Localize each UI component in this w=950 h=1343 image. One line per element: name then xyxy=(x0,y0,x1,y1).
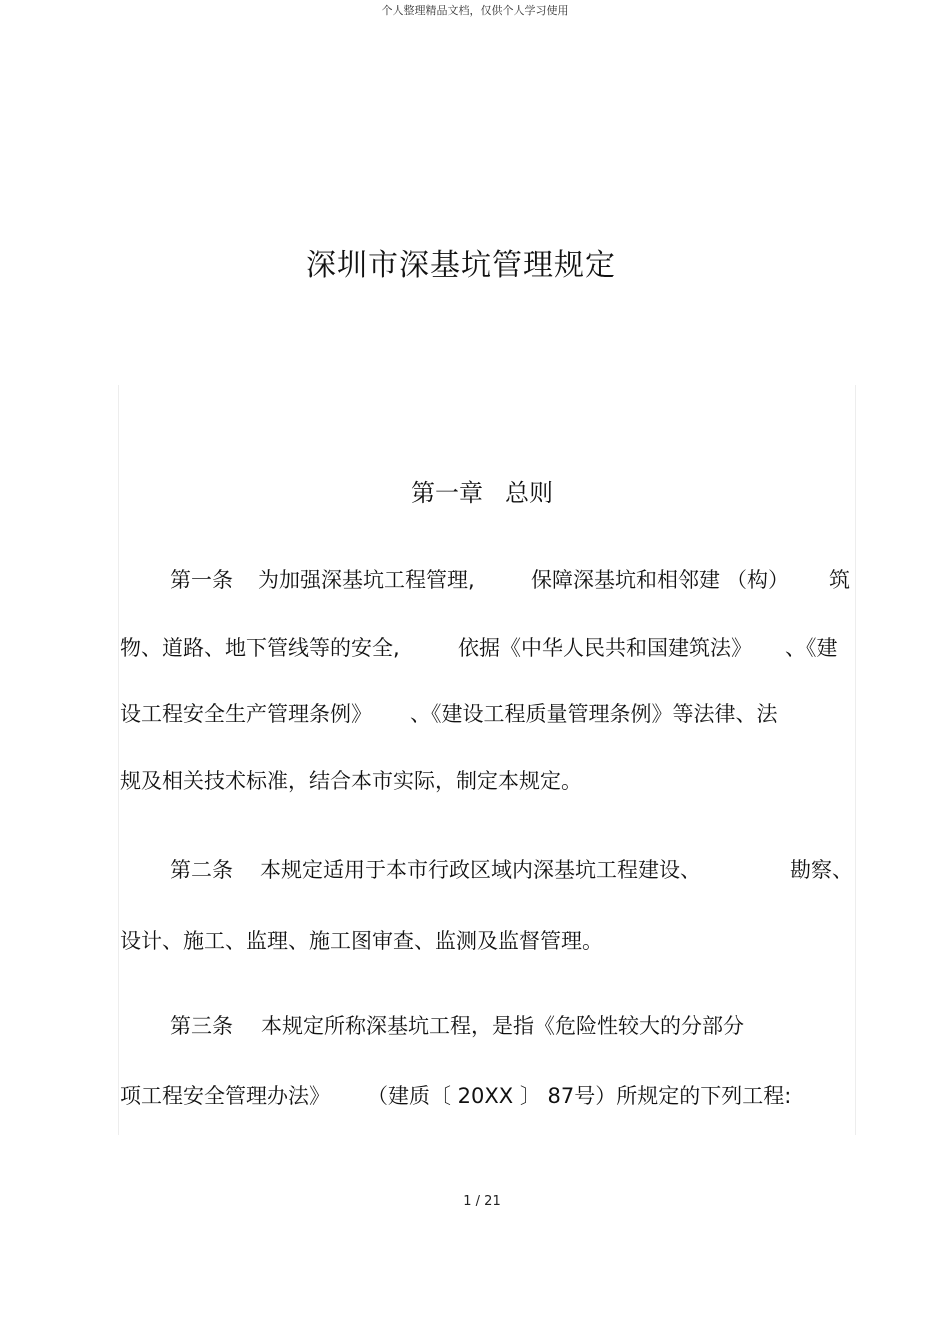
text-segment: 本规定适用于本市行政区域内深基坑工程建设、 xyxy=(260,858,701,882)
page-number: 1 / 21 xyxy=(463,1194,501,1209)
chapter-heading xyxy=(0,473,950,508)
text-segment: 设计、施工、监理、施工图审查、监测及监督管理。 xyxy=(120,929,603,953)
text-segment: （构） xyxy=(726,568,789,592)
text-segment: 为加强深基坑工程管理, xyxy=(258,568,475,592)
article-label: 第三条 xyxy=(170,1014,233,1038)
chapter-number: 第一章 xyxy=(411,479,483,507)
text-segment: 、《建设工程质量管理条例》等法律、法 xyxy=(410,702,778,726)
text-segment: 保障深基坑和相邻建 xyxy=(531,568,720,592)
text-segment: 规及相关技术标准，结合本市实际，制定本规定。 xyxy=(120,769,582,793)
text-segment: 本规定所称深基坑工程，是指《危险性较大的分部分 xyxy=(261,1014,744,1038)
text-segment: 依据《中华人民共和国建筑法》 xyxy=(458,636,752,660)
text-segment: 设工程安全生产管理条例》 xyxy=(120,702,372,726)
text-segment: 项工程安全管理办法》 xyxy=(120,1084,330,1108)
text-segment: 、《建 xyxy=(785,636,838,660)
text-segment: 勘察、 xyxy=(790,858,853,882)
page-header: 个人整理精品文档，仅供个人学习使用 xyxy=(381,4,569,17)
chapter-name: 总则 xyxy=(505,479,553,507)
text-segment: 物、道路、地下管线等的安全, xyxy=(120,636,400,660)
text-segment: （建质〔 20XX 〕 87号）所规定的下列工程: xyxy=(367,1084,792,1108)
article-label: 第二条 xyxy=(170,858,233,882)
document-title: 深圳市深基坑管理规定 xyxy=(306,248,616,283)
article-label: 第一条 xyxy=(170,568,233,592)
text-segment: 筑 xyxy=(829,568,850,592)
